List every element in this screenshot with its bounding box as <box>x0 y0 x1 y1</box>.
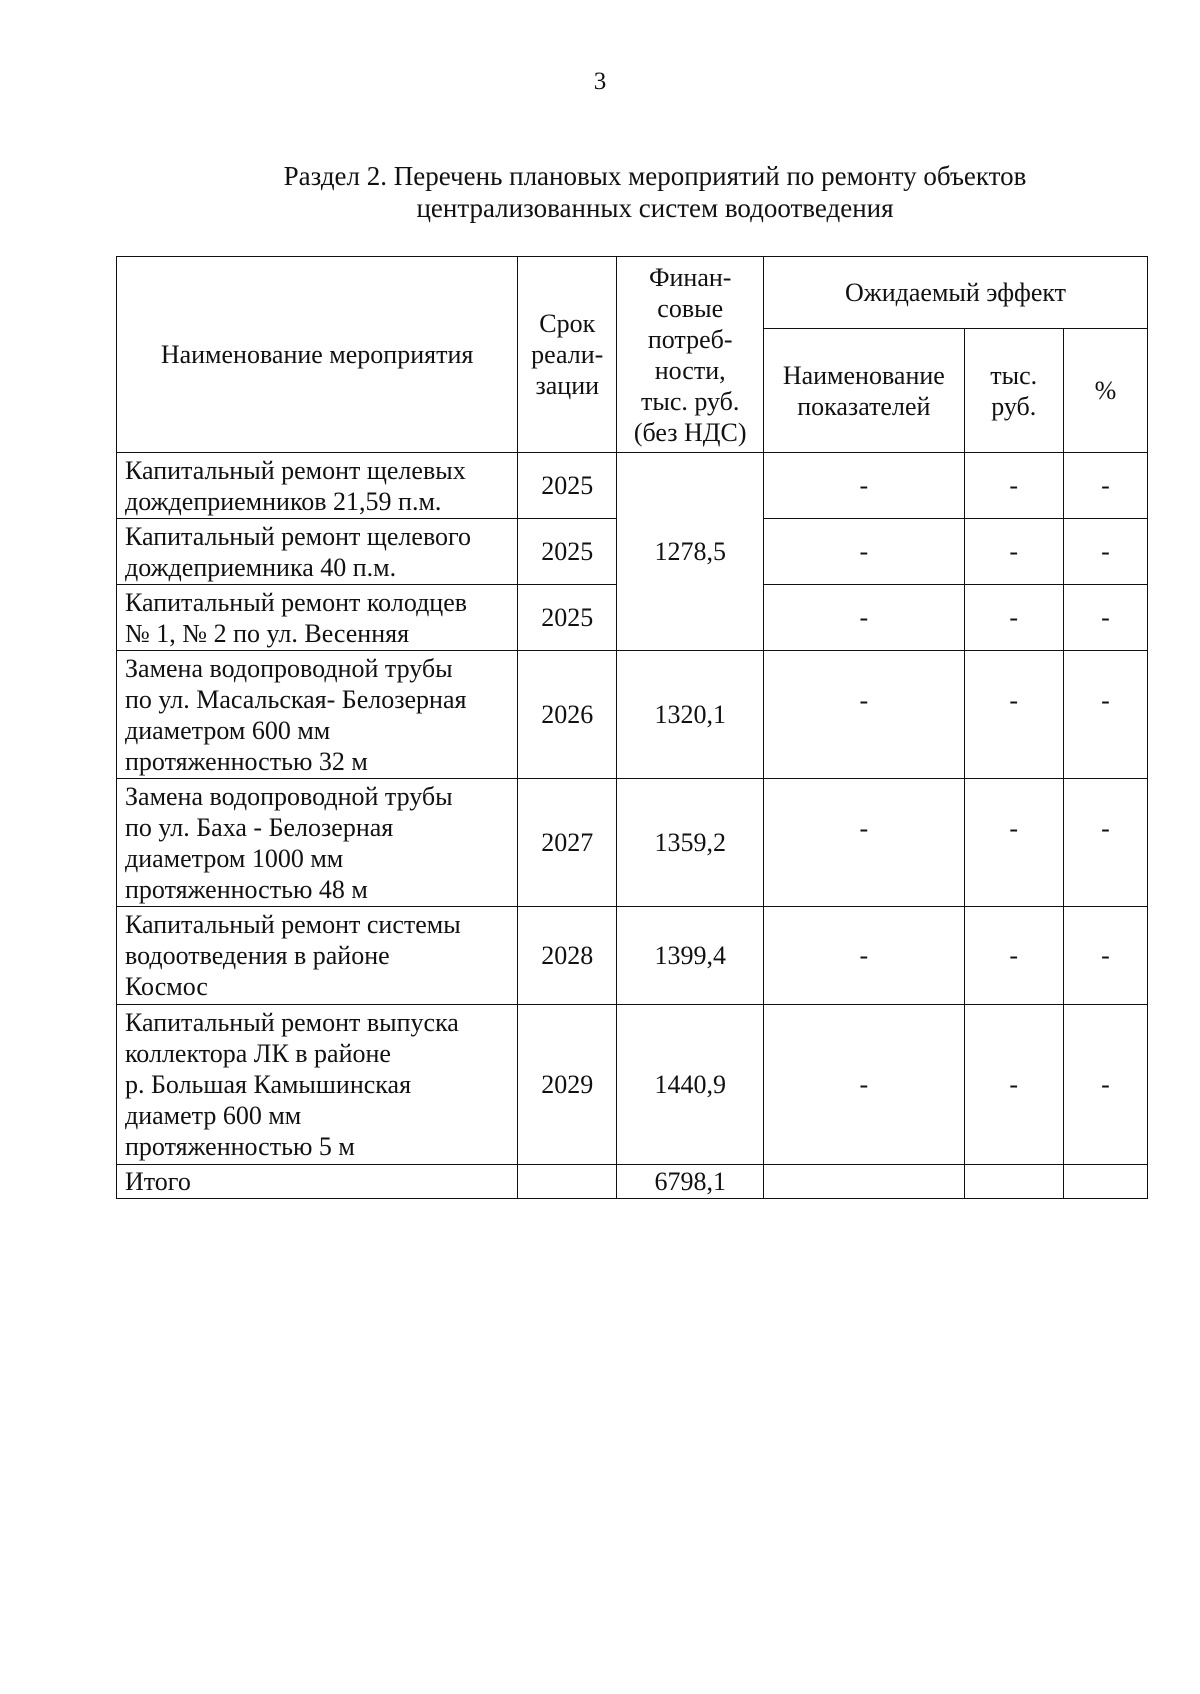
table-row <box>117 453 1148 519</box>
effect-percent: - <box>1063 1005 1147 1165</box>
effect-indicator: - <box>764 453 965 519</box>
measure-name: Капитальный ремонт щелевых дождеприемников 21,59 п.м. <box>117 453 518 519</box>
header-effect: Ожидаемый эффект <box>764 257 1148 329</box>
header-thousand-rub: тыс. руб. <box>964 329 1063 453</box>
effect-percent: - <box>1063 519 1147 585</box>
effect-indicator: - <box>764 907 965 1005</box>
page-number: 3 <box>593 68 607 95</box>
measure-year: 2025 <box>518 453 617 519</box>
effect-percent: - <box>1063 779 1147 907</box>
measure-finance: 1359,2 <box>617 779 764 907</box>
effect-indicator: - <box>764 651 965 779</box>
measures-table <box>116 256 1148 1199</box>
table-row <box>117 907 1148 1005</box>
measure-name: Капитальный ремонт выпуска коллектора ЛК в районе р. Большая Камышинская диаметр 600 мм протяженностью 5 м <box>117 1005 518 1165</box>
effect-percent: - <box>1063 651 1147 779</box>
effect-rub: - <box>964 1005 1063 1165</box>
measure-year: 2025 <box>518 519 617 585</box>
merged-finance-2025: 1278,5 <box>617 453 764 651</box>
measure-finance: 1440,9 <box>617 1005 764 1165</box>
effect-rub: - <box>964 651 1063 779</box>
header-percent: % <box>1063 329 1147 453</box>
total-indicator-empty <box>764 1165 965 1199</box>
total-rub-empty <box>964 1165 1063 1199</box>
measure-name: Замена водопроводной трубы по ул. Масальская- Белозерная диаметром 600 мм протяженностью 32 м <box>117 651 518 779</box>
effect-percent: - <box>1063 585 1147 651</box>
total-year-empty <box>518 1165 617 1199</box>
effect-indicator: - <box>764 519 965 585</box>
effect-rub: - <box>964 907 1063 1005</box>
effect-percent: - <box>1063 907 1147 1005</box>
total-percent-empty <box>1063 1165 1147 1199</box>
effect-rub: - <box>964 519 1063 585</box>
header-finance: Финан- совые потреб- ности, тыс. руб. (без НДС) <box>617 257 764 453</box>
table-row <box>117 651 1148 779</box>
header-term: Срок реали- зации <box>518 257 617 453</box>
measure-name: Капитальный ремонт системы водоотведения в районе Космос <box>117 907 518 1005</box>
table-row <box>117 1005 1148 1165</box>
section-title-line-1: Раздел 2. Перечень плановых мероприятий по ремонту объектов <box>283 161 1027 191</box>
header-name: Наименование мероприятия <box>117 257 518 453</box>
measure-year: 2029 <box>518 1005 617 1165</box>
effect-rub: - <box>964 585 1063 651</box>
measure-year: 2027 <box>518 779 617 907</box>
section-title <box>140 160 1170 224</box>
effect-rub: - <box>964 779 1063 907</box>
measure-year: 2028 <box>518 907 617 1005</box>
measure-year: 2025 <box>518 585 617 651</box>
measure-name: Замена водопроводной трубы по ул. Баха - Белозерная диаметром 1000 мм протяженностью 48 м <box>117 779 518 907</box>
measure-finance: 1320,1 <box>617 651 764 779</box>
effect-indicator: - <box>764 585 965 651</box>
measure-year: 2026 <box>518 651 617 779</box>
table-header-row <box>117 257 1148 329</box>
total-finance: 6798,1 <box>617 1165 764 1199</box>
total-label: Итого <box>117 1165 518 1199</box>
effect-indicator: - <box>764 1005 965 1165</box>
measure-name: Капитальный ремонт щелевого дождеприемника 40 п.м. <box>117 519 518 585</box>
effect-rub: - <box>964 453 1063 519</box>
section-title-line-2: централизованных систем водоотведения <box>416 193 894 223</box>
header-indicator: Наименование показателей <box>764 329 965 453</box>
table-row <box>117 779 1148 907</box>
measure-name: Капитальный ремонт колодцев № 1, № 2 по ул. Весенняя <box>117 585 518 651</box>
measure-finance: 1399,4 <box>617 907 764 1005</box>
effect-percent: - <box>1063 453 1147 519</box>
table-total-row <box>117 1165 1148 1199</box>
effect-indicator: - <box>764 779 965 907</box>
